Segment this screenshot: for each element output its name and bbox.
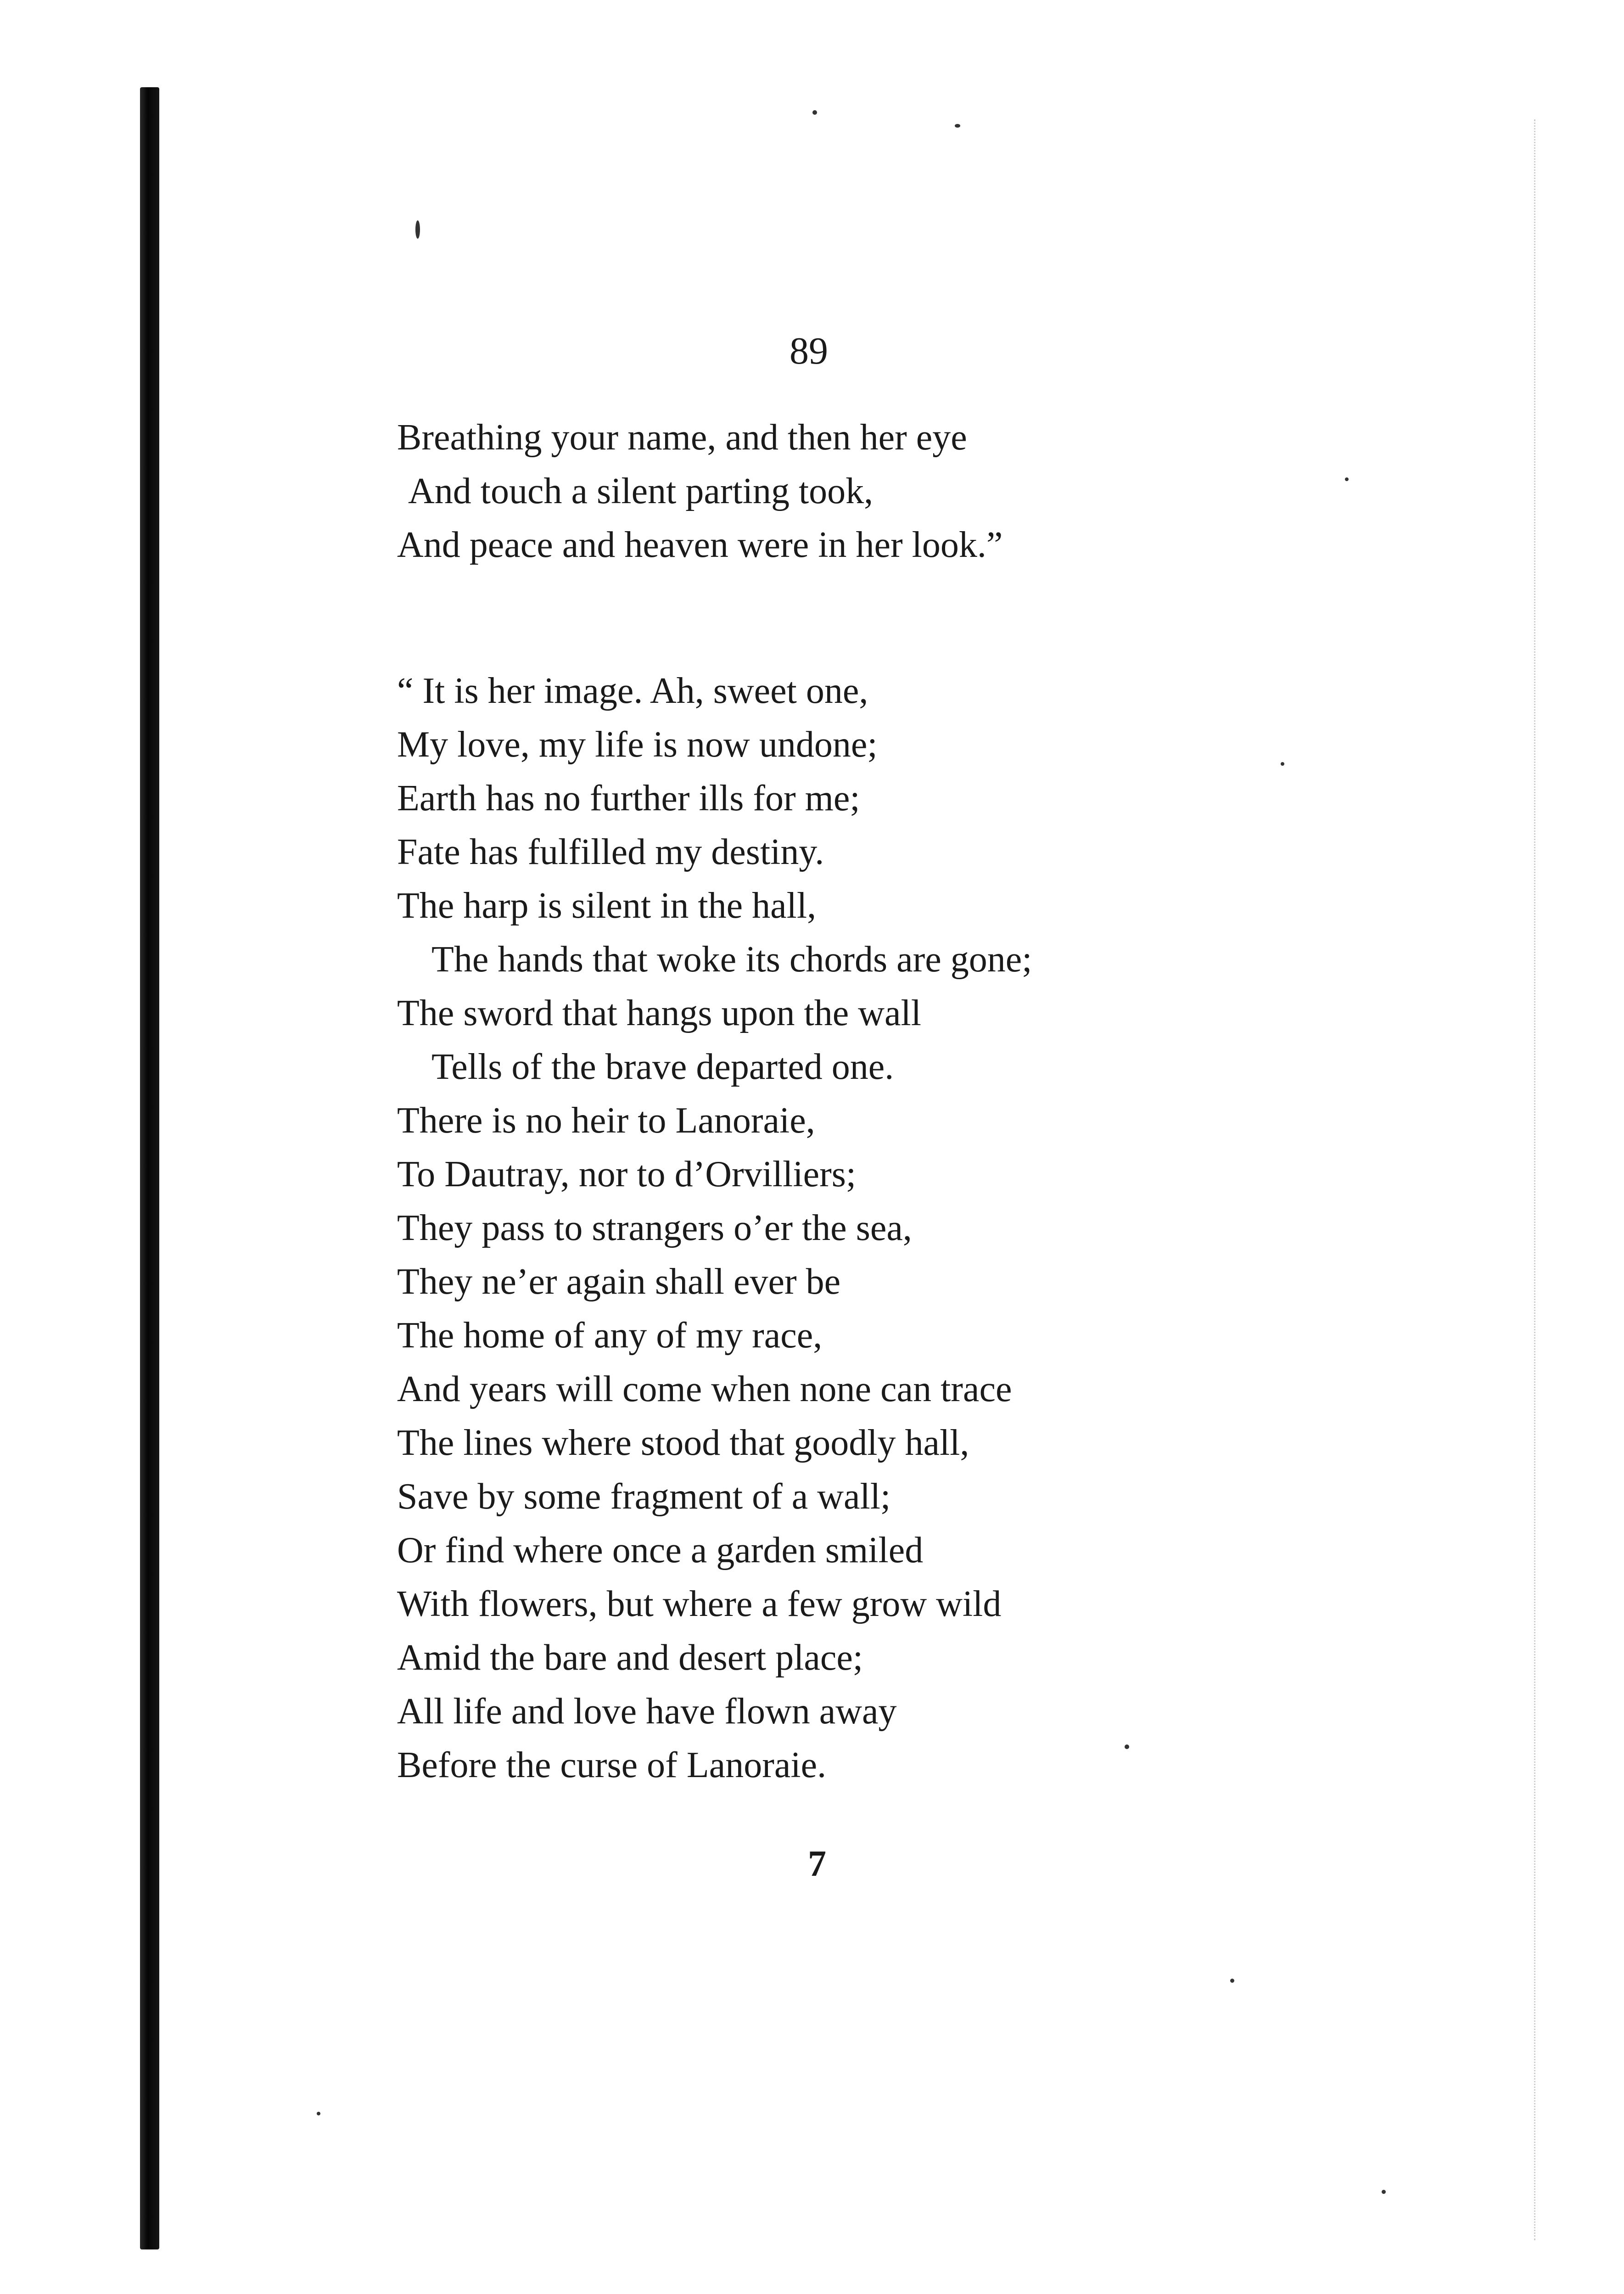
page-number: 89 bbox=[790, 330, 828, 372]
poem-line: Earth has no further ills for me; bbox=[397, 778, 860, 819]
poem-line: Before the curse of Lanoraie. bbox=[397, 1745, 827, 1785]
poem-line: And years will come when none can trace bbox=[397, 1369, 1012, 1409]
print-speck bbox=[1281, 762, 1284, 766]
print-speck bbox=[317, 2112, 320, 2115]
poem-line: “ It is her image. Ah, sweet one, bbox=[397, 671, 868, 711]
poem-line: The sword that hangs upon the wall bbox=[397, 993, 921, 1033]
poem-line: And touch a silent parting took, bbox=[408, 471, 874, 511]
poem-line: Save by some fragment of a wall; bbox=[397, 1476, 891, 1517]
book-binding-edge bbox=[140, 87, 159, 2249]
print-speck bbox=[1345, 477, 1349, 481]
poem-line: To Dautray, nor to d’Orvilliers; bbox=[397, 1154, 857, 1195]
poem-line: The home of any of my race, bbox=[397, 1315, 823, 1356]
print-speck bbox=[955, 124, 960, 128]
poem-line: Amid the bare and desert place; bbox=[397, 1638, 863, 1678]
poem-line: With flowers, but where a few grow wild bbox=[397, 1584, 1002, 1624]
poem-line: The hands that woke its chords are gone; bbox=[431, 939, 1032, 980]
poem-stanza-2 bbox=[397, 664, 1032, 1792]
poem-line: They ne’er again shall ever be bbox=[397, 1262, 841, 1302]
print-speck bbox=[1230, 1979, 1234, 1983]
signature-mark: 7 bbox=[808, 1844, 826, 1884]
poem-line: The harp is silent in the hall, bbox=[397, 886, 817, 926]
poem-line: Fate has fulfilled my destiny. bbox=[397, 832, 824, 872]
poem-stanza-1 bbox=[397, 411, 1002, 572]
poem-line: My love, my life is now undone; bbox=[397, 724, 878, 765]
page-right-edge bbox=[1534, 119, 1537, 2240]
print-speck bbox=[812, 110, 817, 115]
poem-line: They pass to strangers o’er the sea, bbox=[397, 1208, 912, 1248]
print-speck bbox=[415, 220, 420, 239]
poem-line: All life and love have flown away bbox=[397, 1691, 897, 1732]
poem-line: Tells of the brave departed one. bbox=[431, 1047, 894, 1087]
poem-line: There is no heir to Lanoraie, bbox=[397, 1100, 815, 1141]
poem-line: Or find where once a garden smiled bbox=[397, 1530, 924, 1570]
poem-line: Breathing your name, and then her eye bbox=[397, 417, 967, 458]
print-speck bbox=[1382, 2190, 1386, 2194]
print-speck bbox=[1125, 1744, 1129, 1749]
poem-line: And peace and heaven were in her look.” bbox=[397, 525, 1003, 565]
poem-line: The lines where stood that goodly hall, bbox=[397, 1423, 969, 1463]
